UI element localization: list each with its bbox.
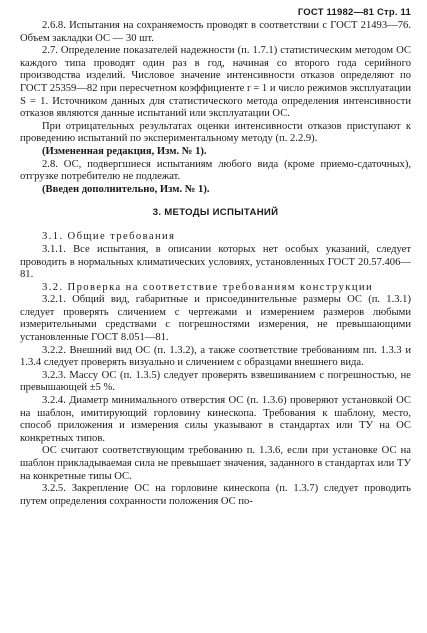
amendment-note-added: (Введен дополнительно, Изм. № 1). <box>42 183 210 195</box>
paragraph-3-2-4: 3.2.4. Диаметр минимального отверстия ОС (п. 1.3.6) проверяют установкой ОС на шаблон, имитирующий горловину кинескопа. Требования к шаблону, место, способ приложения и измерения силы указывают в стандартах или ТУ на ОС конкретных типов. <box>20 395 411 444</box>
section-title-test-methods: 3. МЕТОДЫ ИСПЫТАНИЙ <box>152 207 279 219</box>
paragraph-3-2-2: 3.2.2. Внешний вид ОС (п. 1.3.2), а также соответствие требованиям пп. 1.3.3 и 1.3.4 следует проверять визуально и сличением с образцами внешнего вида. <box>20 344 411 369</box>
paragraph-2-7: 2.7. Определение показателей надежности (п. 1.7.1) статистическим методом ОС каждого типа проводят один раз в год, начиная со второго года серийного производства изделий. Числовое значение интенсивности отказов определяют по ГОСТ 25359—82 при пересчетном коэффициенте r = 1 и число режимов эксплуатации S = 1. Источником данных для статистического метода определения интенсивности отказов являются данные испытаний или эксплуатации ОС. <box>20 45 411 120</box>
subheading-general-requirements: 3.1. Общие требования <box>42 231 176 243</box>
paragraph-2-6-8: 2.6.8. Испытания на сохраняемость проводят в соответствии с ГОСТ 21493—76. Объем закладки ОС — 30 шт. <box>20 20 411 44</box>
paragraph-3-1-1: 3.1.1. Все испытания, в описании которых нет особых указаний, следует проводить в нормальных климатических условиях, установленных ГОСТ 20.57.406—81. <box>20 243 411 281</box>
paragraph-3-2-1: 3.2.1. Общий вид, габаритные и присоединительные размеры ОС (п. 1.3.1) следует проверять сличением с чертежами и измерением размеров любыми измерительными средствами с погрешностями измерения, не превышающими установленные ГОСТ 8.051—81. <box>20 294 411 344</box>
page-header: ГОСТ 11982—81 Стр. 11 <box>297 7 411 18</box>
amendment-note: (Измененная редакция, Изм. № 1). <box>42 145 207 157</box>
subheading-design-check: 3.2. Проверка на соответствие требованиям конструкции <box>42 281 374 293</box>
paragraph-conformity: ОС считают соответствующим требованию п. 1.3.6, если при установке ОС на шаблон прикладываемая сила не превышает значения, заданного в стандартах или ТУ на конкретные типы ОС. <box>20 445 411 482</box>
document-body <box>20 20 411 508</box>
paragraph-3-2-3: 3.2.3. Массу ОС (п. 1.3.5) следует проверять взвешиванием с погрешностью, не превышающей ±5 %. <box>20 369 411 394</box>
paragraph-negative-results: При отрицательных результатах оценки интенсивности отказов приступают к проведению испытаний по экспериментальному методу (п. 2.2.9). <box>20 120 411 145</box>
paragraph-2-8: 2.8. ОС, подвергшиеся испытаниям любого вида (кроме приемо-сдаточных), отгрузке потребителю не подлежат. <box>20 158 411 183</box>
paragraph-3-2-5: 3.2.5. Закрепление ОС на горловине кинескопа (п. 1.3.7) следует проводить путем определения сохранности положения ОС по- <box>20 483 411 507</box>
